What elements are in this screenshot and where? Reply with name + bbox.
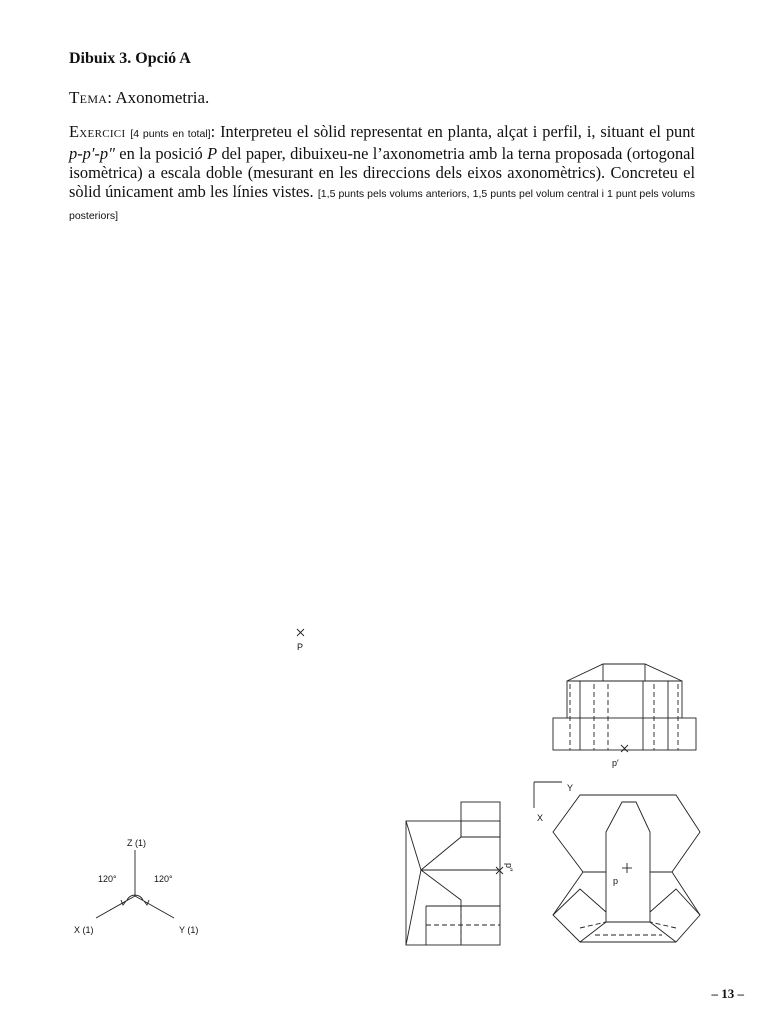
topic-line: Tema: Axonometria. [69,88,210,107]
elevation-point-label: p′ [612,758,619,768]
paper-point-label: P [297,642,304,652]
angle-left-label: 120° [98,874,117,884]
exercise-text-3: del paper, dibuixeu-ne l’axonometria amb la terna proposada (ortogonal isomètrica) a escala doble (mesurant en les direccions dels eixos axonomètrics). Concreteu el sòlid únicament amb les línies vistes. [69,144,695,201]
profile-point-label: p″ [504,863,514,872]
plan-x-label: X [537,813,544,823]
x-axis-label: X (1) [74,925,94,935]
plan-y-label: Y [567,783,574,793]
exercise-text-1: : Interpreteu el sòlid representat en planta, alçat i perfil, i, situant el punt [210,122,695,141]
topic-value: Axonometria. [115,88,210,107]
page-number: – 13 – [711,986,744,1001]
plan-view [534,782,700,942]
topic-label: Tema [69,88,108,107]
exercise-label: Exercici [69,122,126,141]
plan-point-label: p [613,876,619,886]
elevation-view [553,664,696,752]
exercise-point-name: p-p′-p″ [69,144,115,163]
paper-point-mark [297,629,304,636]
y-axis-label: Y (1) [179,925,199,935]
drawing-heading: Dibuix 3. Opció A [69,50,191,67]
z-axis-label: Z (1) [127,838,146,848]
exercise-text-2: en la posició [114,144,208,163]
axonometric-axes [96,850,174,918]
exercise-scoring-note: [1,5 punts pels volums anteriors, 1,5 punts pel volum central i 1 punt pels volums posteriors] [69,188,695,222]
profile-view [406,802,503,945]
angle-right-label: 120° [154,874,173,884]
exercise-points-note: [4 punts en total] [130,128,211,140]
exercise-position-name: P [207,144,218,163]
